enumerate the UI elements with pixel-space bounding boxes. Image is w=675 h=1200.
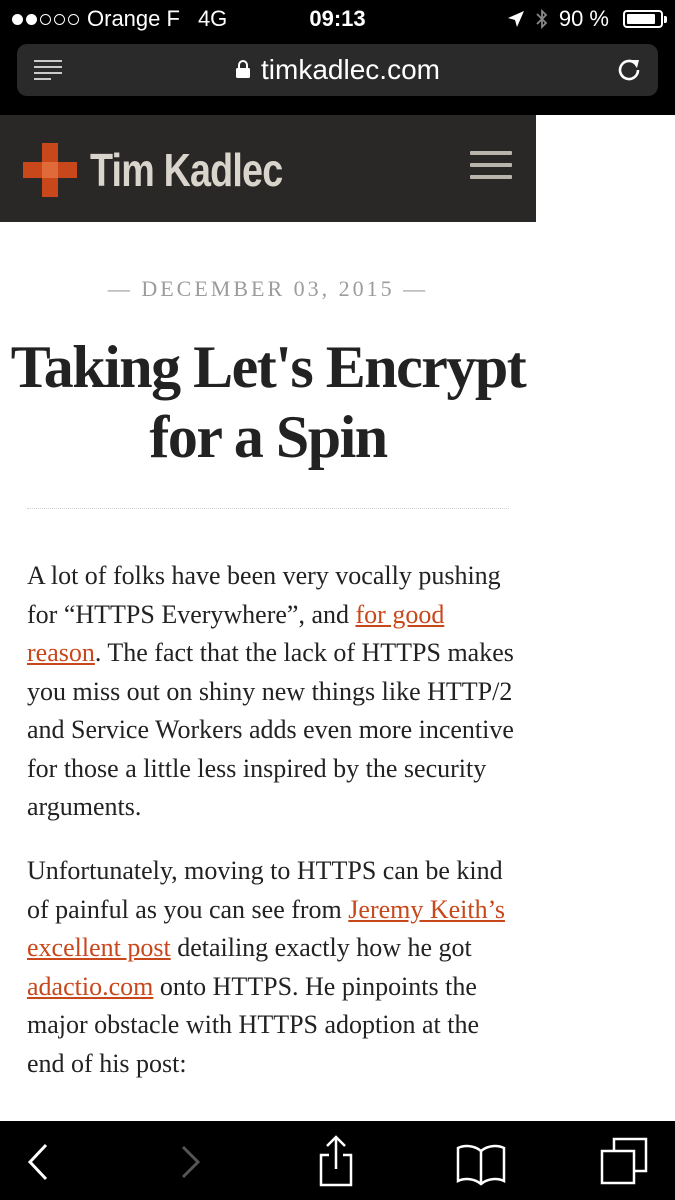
paragraph-1 bbox=[27, 557, 517, 827]
bluetooth-icon bbox=[535, 8, 549, 30]
battery-icon bbox=[623, 10, 663, 28]
tabs-icon bbox=[598, 1135, 652, 1189]
paragraph-text: onto HTTPS. He pinpoints the major obstacle with HTTPS adoption at the end of his post: bbox=[27, 971, 480, 1078]
paragraph-text: Unfortunately, moving to HTTPS can be kind of painful as you can see from bbox=[27, 856, 503, 924]
paragraph-text: . The fact that the lack of HTTPS makes you miss out on shiny new things like HTTP/2 and Service Workers adds even more incentive for those a little less inspired by the security arguments. bbox=[27, 638, 514, 821]
location-arrow-icon bbox=[507, 10, 525, 28]
paragraph-text: detailing exactly how he got bbox=[170, 933, 472, 962]
link-jeremy-keith-post[interactable]: Jeremy Keith’s excellent post bbox=[27, 894, 505, 962]
chevron-left-icon bbox=[12, 1135, 66, 1189]
status-bar bbox=[0, 0, 675, 38]
forward-button[interactable] bbox=[163, 1135, 217, 1189]
link-adactio[interactable]: adactio.com bbox=[27, 971, 154, 1001]
post-date: — DECEMBER 03, 2015 — bbox=[107, 276, 429, 301]
paragraph-text: A lot of folks have been very vocally pushing for “HTTPS Everywhere”, and bbox=[27, 561, 501, 629]
url-text: timkadlec.com bbox=[261, 54, 440, 85]
browser-toolbar bbox=[0, 1121, 675, 1200]
paragraph-2 bbox=[27, 852, 517, 1083]
post-title: Taking Let's Encrypt for a Spin bbox=[10, 334, 526, 470]
battery-percent: 90 % bbox=[558, 6, 609, 31]
back-button[interactable] bbox=[12, 1135, 66, 1189]
site-header bbox=[0, 115, 536, 222]
network-type: 4G bbox=[197, 6, 228, 31]
cross-logo-icon[interactable] bbox=[23, 143, 77, 197]
share-icon bbox=[309, 1135, 363, 1189]
title-divider bbox=[27, 508, 509, 509]
bookmarks-icon bbox=[454, 1135, 508, 1189]
status-right bbox=[507, 6, 663, 32]
share-button[interactable] bbox=[309, 1135, 363, 1189]
site-title[interactable]: Tim Kadlec bbox=[90, 144, 283, 196]
tabs-button[interactable] bbox=[598, 1135, 652, 1189]
link-for-good-reason[interactable]: for good reason bbox=[27, 599, 445, 667]
url-display[interactable] bbox=[17, 54, 658, 86]
lock-icon bbox=[235, 59, 251, 79]
browser-chrome bbox=[0, 38, 675, 115]
reload-icon[interactable] bbox=[614, 55, 644, 85]
chevron-right-icon bbox=[163, 1135, 217, 1189]
hamburger-menu-icon[interactable] bbox=[470, 151, 512, 185]
bookmarks-button[interactable] bbox=[454, 1135, 508, 1189]
address-bar[interactable] bbox=[17, 44, 658, 96]
status-time: 09:13 bbox=[309, 6, 366, 31]
carrier-name: Orange F bbox=[87, 6, 180, 31]
